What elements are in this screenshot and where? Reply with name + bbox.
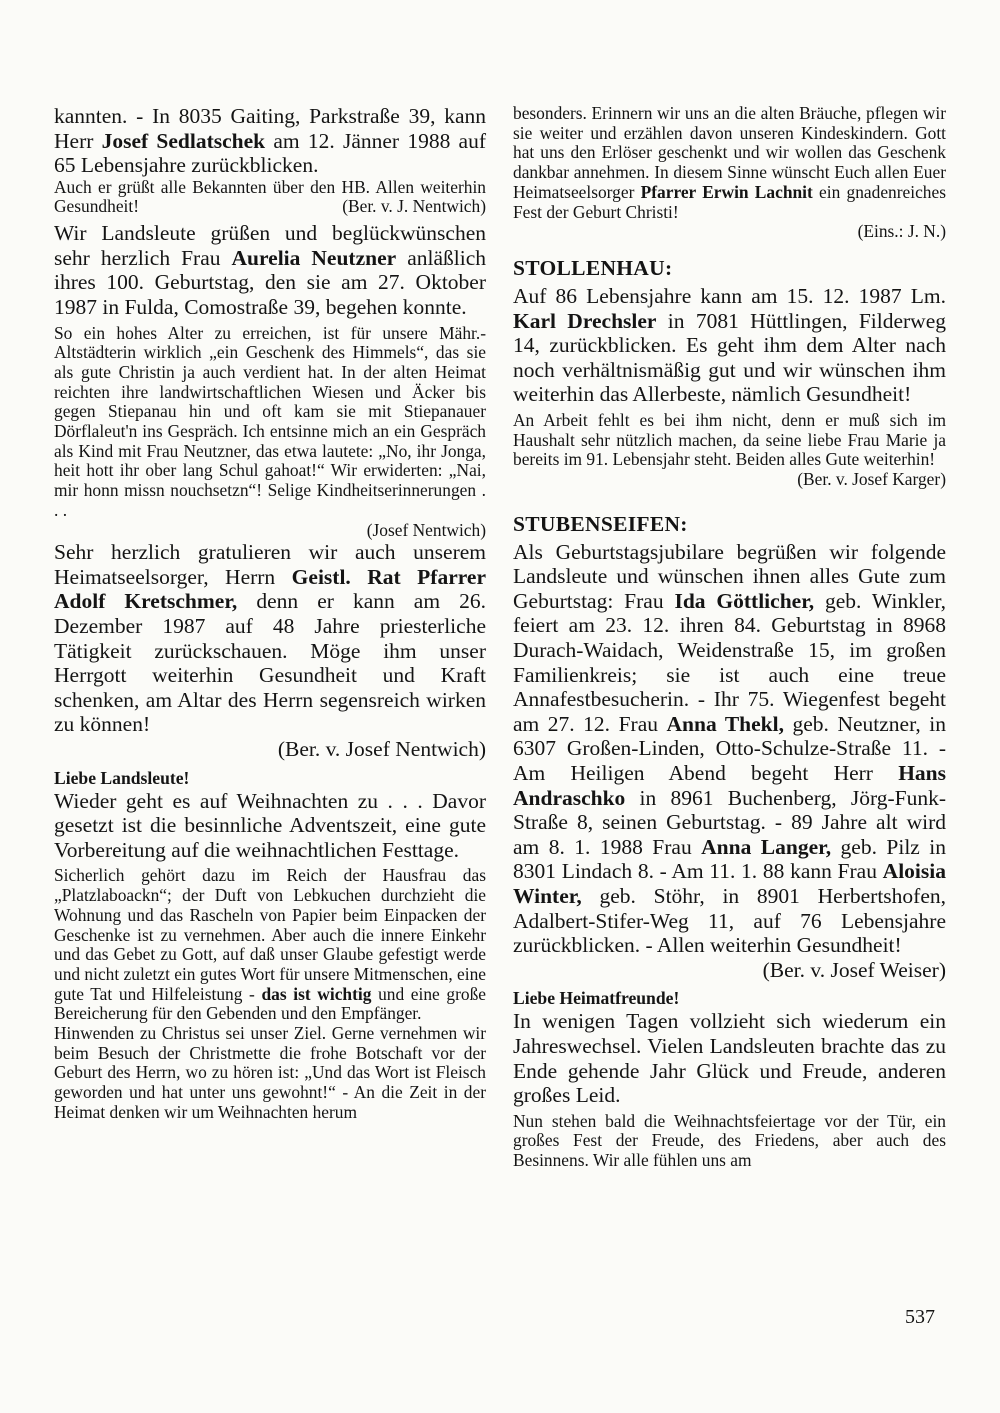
paragraph-drechsler: Auf 86 Lebensjahre kann am 15. 12. 1987 Lm. Karl Drechsler in 7081 Hüttlingen, Filderweg 14, zurückblicken. Es geht ihm dem Alter nach noch verhältnismäßig gut und wir wünschen ihm weiterhin das Allerbeste, nämlich Gesundheit!	[513, 283, 946, 407]
paragraph-neutzner: Wir Landsleute grüßen und beglückwünschen sehr herzlich Frau Aurelia Neutzner anläßlich ihres 100. Geburtstag, den sie am 27. Oktober 1987 in Fulda, Comostraße 39, begehen konnte.	[54, 221, 487, 319]
attribution: (Eins.: J. N.)	[857, 221, 946, 242]
right-column	[513, 104, 946, 1171]
name-thekl: Anna Thekl,	[666, 711, 784, 736]
attribution: (Ber. v. Josef Nentwich)	[277, 737, 486, 762]
heading-liebe-heimatfreunde: Liebe Heimatfreunde!	[513, 988, 680, 1009]
paragraph-sedlatschek: kannten. - In 8035 Gaiting, Parkstraße 39, kann Herr Josef Sedlatschek am 12. Jänner 1988 auf 65 Lebensjahre zurückblicken.	[54, 104, 487, 178]
attribution: (Josef Nentwich)	[366, 519, 486, 540]
left-column	[54, 104, 486, 1123]
name-kretschmer: Geistl. Rat Pfarrer Adolf Kretschmer,	[54, 564, 487, 614]
bold-das-ist-wichtig: das ist wichtig	[261, 983, 372, 1004]
heading-liebe-landsleute: Liebe Landsleute!	[54, 767, 190, 788]
paragraph-hausfrau: Sicherlich gehört dazu im Reich der Hausfrau das „Platzlaboackn“; der Duft von Lebkuchen durchzieht die Wohnung und das Rascheln von Papier beim Einpacken der Geschenke ist zu vernehmen. Aber auch die innere Einkehr und das Gebet zu Gott, auf daß unser Glaube gefestigt werde und nicht zuletzt ein gutes Wort für unsere Mitmenschen, eine gute Tat und Hilfeleistung - das ist wichtig und eine große Bereicherung für den Gebenden und den Empfänger.	[54, 865, 487, 1024]
paragraph-kretschmer: Sehr herzlich gratulieren wir auch unserem Heimatseelsorger, Herrn Geistl. Rat Pfarrer Adolf Kretschmer, denn er kann am 26. Dezember 1987 auf 48 Jahre priesterliche Tätigkeit zurückschauen. Möge ihm unser Herrgott weiterhin Gesundheit und Kraft schenken, am Altar des Herrn segensreich wirken zu können! (Ber. v. Josef Nentwich)	[54, 540, 487, 762]
name-lachnit: Pfarrer Erwin Lachnit	[640, 181, 813, 202]
paragraph-jubilare: Als Geburtstagsjubilare begrüßen wir folgende Landsleute und wünschen ihnen alles Gute zum Geburtstag: Frau Ida Göttlicher, geb. Winkler, feiert am 23. 12. ihren 84. Geburtstag in 8968 Durach-Waidach, Weidenstraße 15, im großen Familienkreis; sie ist auch eine treue Annafestbesucherin. - Ihr 75. Wiegenfest begeht am 27. 12. Frau Anna Thekl, geb. Neutzner, in 6307 Großen-Linden, Otto-Schulze-Straße 11. - Am Heiligen Abend begeht Herr Hans Andraschko in 8961 Buchenberg, Jörg-Funk-Straße 8, seinen Geburtstag. - 89 Jahre alt wird am 8. 1. 1988 Frau Anna Langer, geb. Pilz in 8301 Lindach 8. - Am 11. 1. 88 kann Frau Aloisia Winter, geb. Stöhr, in 8901 Herbertshofen, Adalbert-Stifer-Weg 11, auf 76 Lebensjahre zurückblicken. - Allen weiterhin Gesundheit! (Ber. v. Josef Weiser)	[513, 539, 947, 982]
attribution: (Ber. v. J. Nentwich)	[342, 196, 486, 217]
paragraph-advent: Wieder geht es auf Weihnachten zu . . . Davor gesetzt ist die besinnliche Adventszeit, eine gute Vorbereitung auf die weihnachtlichen Festtage.	[54, 788, 486, 862]
paragraph-christmette: Hinwenden zu Christus sei unser Ziel. Gerne vernehmen wir beim Besuch der Christmette die frohe Botschaft vor der Geburt des Herrn, wo zu hören ist: „Und das Wort ist Fleisch geworden und hat unter uns gewohnt!“ - An die Zeit in der Heimat denken wir um Weihnachten herum	[54, 1023, 486, 1122]
name-goettlicher: Ida Göttlicher,	[674, 588, 815, 613]
paragraph-lachnit: besonders. Erinnern wir uns an die alten Bräuche, pflegen wir sie weiter und erzählen davon unseren Kindeskindern. Gott hat uns den Erlöser geschenkt und wir wollen das Geschenk dankbar annehmen. In diesem Sinne wünscht Euch allen Euer Heimatseelsorger Pfarrer Erwin Lachnit ein gnadenreiches Fest der Geburt Christi! (Eins.: J. N.)	[513, 103, 946, 242]
attribution: (Ber. v. Josef Weiser)	[762, 957, 946, 982]
paragraph-weihnachtsfeiertage: Nun stehen bald die Weihnachtsfeiertage vor der Tür, ein großes Fest der Freude, des Friedens, aber auch des Besinnens. Wir alle fühlen uns am	[513, 1110, 946, 1171]
paragraph-haushalt: An Arbeit fehlt es bei ihm nicht, denn er muß sich im Haushalt sehr nützlich machen, da seine liebe Frau Marie ja bereits im 91. Lebensjahr steht. Beiden alles Gute weiterhin! (Ber. v. Josef Karger)	[513, 409, 946, 489]
name-sedlatschek: Josef Sedlatschek	[101, 128, 266, 153]
name-winter: Aloisia Winter,	[513, 859, 946, 909]
section-heading-stubenseifen: STUBENSEIFEN:	[513, 511, 688, 536]
section-heading-stollenhau: STOLLENHAU:	[513, 255, 673, 280]
paragraph-jahreswechsel: In wenigen Tagen vollzieht sich wiederum ein Jahreswechsel. Vielen Landsleuten brachte das zu Ende gehende Jahr Glück und Freude, anderen großes Leid.	[513, 1009, 946, 1108]
paragraph-memories: So ein hohes Alter zu erreichen, ist für unsere Mähr.-Altstädterin wirklich „ein Geschenk des Himmels“, das sie als gute Christin ja auch verdient hat. In der alten Heimat reichten ihre landwirtschaftlichen Wiesen und Äcker bis gegen Stiepanau hin und oft kam sie mit Stiepanauer Dörflaleut'n ins Gespräch. Ich entsinne mich an ein Gespräch als Kind mit Frau Neutzner, das etwa lautete: „No, ihr Jonga, heit hott ihr ober lang Schul gahoat!“ Wir erwiderten: „Nai, mir honn missn nouchsetzn“! Selige Kindheitserinnerungen . . . (Josef Nentwich)	[54, 322, 486, 540]
name-andraschko: Hans Andraschko	[513, 761, 946, 810]
name-langer: Anna Langer,	[701, 834, 832, 859]
attribution: (Ber. v. Josef Karger)	[797, 469, 946, 489]
page-number: 537	[905, 1306, 935, 1328]
name-neutzner: Aurelia Neutzner	[231, 245, 397, 270]
name-drechsler: Karl Drechsler	[513, 308, 657, 333]
paragraph-greeting: Auch er grüßt alle Bekannten über den HB. Allen weiterhin Gesundheit! (Ber. v. J. Nentwich)	[54, 176, 486, 217]
